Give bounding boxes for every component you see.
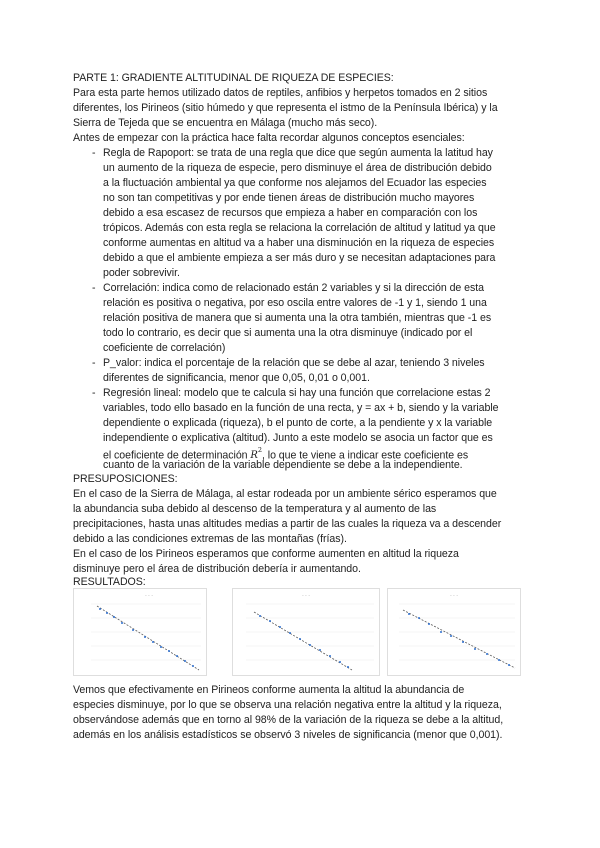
data-point	[152, 641, 154, 643]
rapoport-line-3: a la fluctuación ambiental ya que conforme nos alejamos del Ecuador las especies	[103, 177, 487, 189]
results-line-2: especies disminuye, por lo que se observa una relación negativa entre la altitud y la riqueza,	[73, 699, 502, 711]
data-point	[132, 629, 134, 631]
data-point	[309, 644, 311, 646]
presup-line-6: disminuye pero el área de distribución debería ir aumentando.	[73, 563, 361, 575]
intro-line-4: Antes de empezar con la práctica hace falta recordar algunos conceptos esenciales:	[73, 132, 465, 144]
rapoport-line-6: trópicos. Además con esta regla se relaciona la correlación de altitud y latitud ya que	[103, 222, 496, 234]
results-chart-2	[232, 588, 380, 676]
presup-line-5: En el caso de los Pirineos esperamos que conforme aumenten en altitud la riqueza	[73, 548, 459, 560]
presup-line-4: debido a las condiciones extremas de las montañas (frías).	[73, 533, 347, 545]
bullet-dash: -	[92, 147, 96, 159]
results-line-4: además en los análisis estadísticos se observó 3 niveles de significancia (menor que 0,001).	[73, 729, 503, 741]
regresion-line-3: dependiente o explicada (riqueza), b el punto de corte, a la pendiente y x la variable	[103, 417, 493, 429]
data-point	[184, 660, 186, 662]
correlacion-line-4: todo lo contrario, es decir que si aumenta una la otra disminuye (indicado por el	[103, 327, 473, 339]
intro-line-1: Para esta parte hemos utilizado datos de reptiles, anfibios y herpetos tomados en 2 sitios	[73, 87, 488, 99]
data-point	[408, 613, 410, 615]
regresion-line-6: cuanto de la variación de la variable dependiente se debe a la independiente.	[103, 459, 463, 471]
presup-line-2: la abundancia suba debido al descenso de la temperatura y al aumento de las	[73, 503, 437, 515]
data-point	[329, 655, 331, 657]
regresion-line-2: variables, todo ello basado en la función de una recta, y = ax + b, siendo y la variable	[103, 402, 499, 414]
regresion-line-4: independiente o explicativa (altitud). Junto a este modelo se asocia un factor que es	[103, 432, 493, 444]
chart-title-mark: · · ·	[302, 593, 310, 599]
data-point	[160, 646, 162, 648]
regresion-line-5-end: , lo que te viene a indicar este coeficiente es	[261, 449, 469, 462]
data-point	[176, 655, 178, 657]
results-chart-3	[387, 588, 521, 676]
r-exponent: 2	[257, 446, 262, 454]
data-point	[299, 638, 301, 640]
r-symbol: R	[250, 450, 258, 462]
data-point	[498, 659, 500, 661]
data-point	[319, 649, 321, 651]
rapoport-line-7: conforme aumentas en altitud va a haber una disminución en la riqueza de especies	[103, 237, 495, 249]
regresion-line-1: Regresión lineal: modelo que te calcula si hay una función que correlacione estas 2	[103, 387, 491, 399]
data-point	[121, 622, 123, 624]
data-point	[289, 632, 291, 634]
data-point	[347, 666, 349, 668]
section-heading-resultados: RESULTADOS:	[73, 576, 146, 588]
data-point	[192, 665, 194, 667]
rapoport-line-2: un aumento de la riqueza de especie, pero disminuye el área de distribución debido	[103, 162, 492, 174]
data-point	[269, 620, 271, 622]
intro-line-3: Sierra de Tejeda que se encuentra en Málaga (mucho más seco).	[73, 117, 378, 129]
rapoport-line-9: poder sobrevivir.	[103, 267, 180, 279]
data-point	[99, 608, 101, 610]
bullet-dash: -	[92, 387, 96, 399]
section-heading-presuposiciones: PRESUPOSICIONES:	[73, 473, 178, 485]
data-point	[339, 661, 341, 663]
data-point	[474, 648, 476, 650]
data-point	[450, 635, 452, 637]
data-point	[428, 623, 430, 625]
data-point	[259, 615, 261, 617]
data-point	[144, 636, 146, 638]
data-point	[440, 631, 442, 633]
data-point	[279, 626, 281, 628]
data-point	[508, 664, 510, 666]
correlacion-line-1: Correlación: indica como de relacionado están 2 variables y si la dirección de esta	[103, 282, 484, 294]
chart-title-mark: · · ·	[450, 593, 458, 599]
intro-line-2: diferentes, los Pirineos (sitio húmedo y que representa el istmo de la Península Ibérica) y la	[73, 102, 498, 114]
section-heading-part1: PARTE 1: GRADIENTE ALTITUDINAL DE RIQUEZA DE ESPECIES:	[73, 72, 394, 84]
bullet-dash: -	[92, 282, 96, 294]
data-point	[168, 650, 170, 652]
bullet-dash: -	[92, 357, 96, 369]
chart-title-mark: · · ·	[145, 593, 153, 599]
correlacion-line-3: relación positiva de manera que si aumenta una la otra también, mientras que -1 es	[103, 312, 492, 324]
pvalor-line-2: diferentes de significancia, menor que 0,05, 0,01 o 0,001.	[103, 372, 370, 384]
data-point	[418, 617, 420, 619]
data-point	[486, 653, 488, 655]
correlacion-line-2: relación es positiva o negativa, por eso oscila entre valores de -1 y 1, siendo 1 una	[103, 297, 487, 309]
presup-line-3: precipitaciones, hasta unas altitudes medias a partir de las cuales la riqueza va a descender	[73, 518, 502, 530]
presup-line-1: En el caso de la Sierra de Málaga, al estar rodeada por un ambiente sérico esperamos que	[73, 488, 497, 500]
data-point	[113, 616, 115, 618]
results-line-3: observándose además que en torno al 98% de la variación de la riqueza se debe a la altitud,	[73, 714, 504, 726]
results-line-1: Vemos que efectivamente en Pirineos conforme aumenta la altitud la abundancia de	[73, 684, 465, 696]
data-point	[106, 612, 108, 614]
results-chart-1	[73, 588, 207, 676]
regresion-line-5-start: el coeficiente de determinación	[103, 449, 248, 462]
rapoport-line-8: debido a que el ambiente empieza a ser más duro y se necesitan adaptaciones para	[103, 252, 496, 264]
rapoport-line-4: no son tan competitivas y por ende tienen áreas de distribución mucho mayores	[103, 192, 475, 204]
rapoport-line-1: Regla de Rapoport: se trata de una regla que dice que según aumenta la latitud hay	[103, 147, 493, 159]
data-point	[462, 641, 464, 643]
correlacion-line-5: coeficiente de correlación)	[103, 342, 226, 354]
rapoport-line-5: debido a esa escasez de recursos que empieza a haber en comparación con los	[103, 207, 478, 219]
pvalor-line-1: P_valor: indica el porcentaje de la relación que se debe al azar, teniendo 3 niveles	[103, 357, 485, 369]
